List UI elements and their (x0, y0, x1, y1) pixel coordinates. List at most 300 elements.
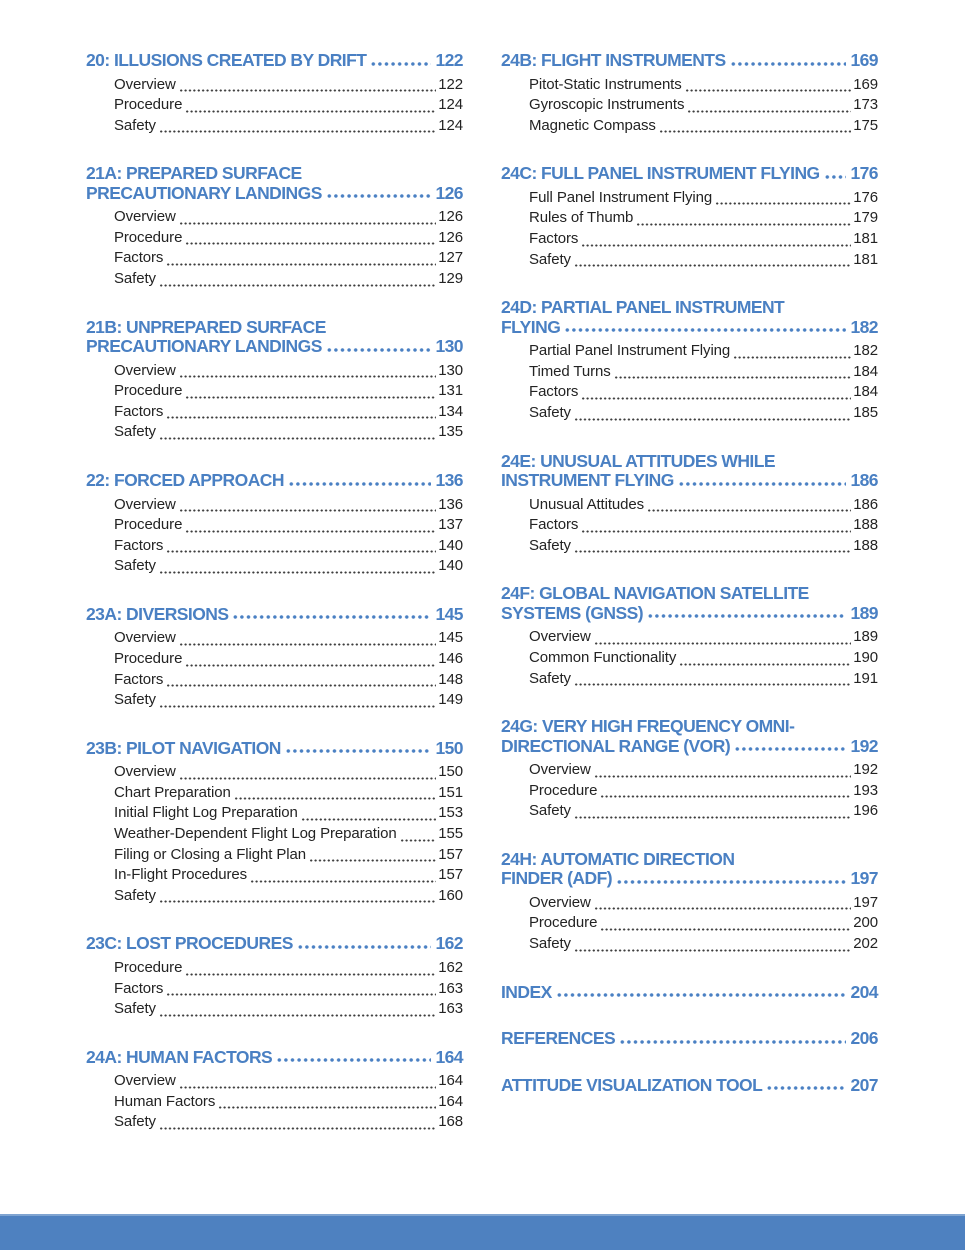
toc-item (114, 117, 463, 138)
dot-leader (234, 796, 437, 801)
toc-section (501, 983, 878, 1003)
toc-item-label: Safety (114, 1113, 156, 1131)
toc-item-page-number: 188 (853, 536, 878, 554)
toc-item-label: Weather-Dependent Flight Log Preparation (114, 825, 397, 843)
toc-item-page-number: 151 (438, 783, 463, 801)
toc-item-page-number: 140 (438, 536, 463, 554)
toc-item-page-number: 157 (438, 845, 463, 863)
toc-item-page-number: 197 (853, 893, 878, 911)
toc-section (501, 298, 878, 424)
dot-leader (574, 417, 851, 422)
toc-item-page-number: 190 (853, 648, 878, 666)
toc-item-page-number: 131 (438, 382, 463, 400)
toc-item-label: Procedure (114, 96, 183, 114)
toc-item-page-number: 176 (853, 188, 878, 206)
dot-leader (159, 129, 436, 134)
toc-item-label: Magnetic Compass (529, 116, 656, 134)
toc-item-label: Safety (114, 691, 156, 709)
section-title-line1: 24D: PARTIAL PANEL INSTRUMENT (501, 297, 785, 318)
toc-item-label: Pitot-Static Instruments (529, 75, 682, 93)
section-page-number: 150 (435, 737, 463, 758)
toc-item (529, 628, 878, 649)
toc-item (114, 980, 463, 1001)
dot-leader (600, 927, 851, 932)
dot-leader (619, 1038, 846, 1046)
section-title: INSTRUMENT FLYING (501, 470, 674, 491)
section-items (86, 362, 463, 444)
section-page-number: 164 (435, 1046, 463, 1067)
toc-item-page-number: 134 (438, 402, 463, 420)
toc-item-page-number: 148 (438, 670, 463, 688)
toc-item-label: Safety (114, 423, 156, 441)
toc-item-page-number: 149 (438, 691, 463, 709)
toc-item-page-number: 196 (853, 802, 878, 820)
section-page-number: 206 (850, 1028, 878, 1049)
toc-item-label: Procedure (529, 914, 598, 932)
dot-leader (159, 1013, 436, 1018)
toc-item-page-number: 181 (853, 229, 878, 247)
toc-item-page-number: 193 (853, 781, 878, 799)
section-title: 23A: DIVERSIONS (86, 603, 229, 624)
section-items (501, 76, 878, 138)
toc-item-label: Rules of Thumb (529, 209, 634, 227)
section-heading (501, 850, 878, 889)
toc-item-page-number: 124 (438, 116, 463, 134)
toc-item (529, 404, 878, 425)
section-heading-row (501, 737, 878, 757)
toc-item-page-number: 173 (853, 96, 878, 114)
toc-item-label: Safety (529, 669, 571, 687)
toc-item-label: Full Panel Instrument Flying (529, 188, 713, 206)
toc-item-label: Safety (529, 536, 571, 554)
section-heading-row (86, 337, 463, 357)
toc-item-label: In-Flight Procedures (114, 866, 248, 884)
toc-item-label: Safety (529, 802, 571, 820)
section-heading-row (86, 934, 463, 954)
section-heading (86, 471, 463, 491)
toc-item (529, 76, 878, 97)
toc-item (114, 825, 463, 846)
toc-item-page-number: 200 (853, 914, 878, 932)
section-title-line1: 24G: VERY HIGH FREQUENCY OMNI- (501, 716, 795, 737)
dot-leader (218, 1105, 436, 1110)
dot-leader (185, 109, 436, 114)
toc-item (529, 914, 878, 935)
toc-item-label: Factors (114, 979, 164, 997)
toc-item-page-number: 182 (853, 342, 878, 360)
section-page-number: 169 (850, 50, 878, 70)
section-heading (501, 717, 878, 756)
toc-item-page-number: 185 (853, 403, 878, 421)
toc-item-label: Factors (529, 516, 579, 534)
toc-item-page-number: 164 (438, 1072, 463, 1090)
section-heading (86, 51, 463, 71)
toc-item (529, 96, 878, 117)
toc-item-page-number: 153 (438, 804, 463, 822)
toc-item (114, 887, 463, 908)
section-items (86, 208, 463, 290)
section-items (86, 763, 463, 907)
section-heading (501, 1076, 878, 1096)
toc-item-page-number: 129 (438, 270, 463, 288)
dot-leader (185, 529, 436, 534)
dot-leader (288, 480, 431, 488)
toc-section (86, 934, 463, 1020)
toc-item-label: Factors (114, 249, 164, 267)
toc-item-page-number: 135 (438, 423, 463, 441)
toc-item-label: Common Functionality (529, 648, 677, 666)
section-items (501, 761, 878, 823)
section-title: 20: ILLUSIONS CREATED BY DRIFT (86, 50, 367, 70)
section-items (501, 342, 878, 424)
toc-item-label: Factors (114, 670, 164, 688)
dot-leader (594, 906, 852, 911)
footer-bar (0, 1214, 965, 1250)
toc-item (114, 691, 463, 712)
dot-leader (159, 1126, 436, 1131)
dot-leader (685, 88, 852, 93)
section-heading-row (501, 471, 878, 491)
toc-item-label: Factors (529, 229, 579, 247)
toc-section (86, 51, 463, 137)
toc-item (529, 363, 878, 384)
toc-item (114, 423, 463, 444)
toc-item (529, 342, 878, 363)
toc-item (529, 230, 878, 251)
section-heading-row (86, 1048, 463, 1068)
toc-item-label: Safety (114, 557, 156, 575)
section-items (86, 76, 463, 138)
section-items (86, 959, 463, 1021)
toc-item-page-number: 184 (853, 383, 878, 401)
toc-item (114, 671, 463, 692)
toc-item-label: Overview (114, 75, 176, 93)
toc-item-label: Chart Preparation (114, 783, 231, 801)
toc-item-label: Gyroscopic Instruments (529, 96, 685, 114)
section-title: 24B: FLIGHT INSTRUMENTS (501, 50, 726, 70)
section-items (501, 496, 878, 558)
toc-item (529, 537, 878, 558)
toc-item-page-number: 163 (438, 1000, 463, 1018)
section-heading-row (501, 869, 878, 889)
dot-leader (159, 436, 436, 441)
dot-leader (185, 395, 436, 400)
dot-leader (179, 508, 437, 513)
toc-item-page-number: 169 (853, 75, 878, 93)
toc-item (114, 784, 463, 805)
toc-item-page-number: 130 (438, 361, 463, 379)
dot-leader (179, 776, 437, 781)
section-items (501, 894, 878, 956)
section-heading-row (86, 739, 463, 759)
section-heading-row (86, 184, 463, 204)
dot-leader (370, 60, 431, 68)
dot-leader (600, 794, 851, 799)
toc-item-label: Factors (529, 383, 579, 401)
toc-section (501, 164, 878, 271)
toc-item-label: Filing or Closing a Flight Plan (114, 845, 306, 863)
section-heading (501, 452, 878, 491)
toc-item-page-number: 189 (853, 628, 878, 646)
section-heading (86, 164, 463, 203)
toc-item-page-number: 136 (438, 495, 463, 513)
dot-leader (556, 991, 847, 999)
dot-leader (679, 662, 851, 667)
toc-section (86, 318, 463, 444)
dot-leader (166, 992, 436, 997)
dot-leader (400, 838, 437, 843)
toc-item-label: Safety (114, 270, 156, 288)
toc-item-page-number: 137 (438, 516, 463, 534)
toc-item-label: Factors (114, 402, 164, 420)
section-title: FLYING (501, 316, 561, 337)
section-title-line1: 24F: GLOBAL NAVIGATION SATELLITE (501, 583, 809, 604)
toc-item-label: Overview (114, 495, 176, 513)
section-title: PRECAUTIONARY LANDINGS (86, 182, 322, 203)
dot-leader (166, 262, 436, 267)
toc-item-label: Procedure (114, 516, 183, 534)
toc-item (114, 96, 463, 117)
dot-leader (581, 529, 851, 534)
section-title: 24A: HUMAN FACTORS (86, 1046, 273, 1067)
section-page-number: 162 (435, 933, 463, 954)
section-title-line1: 24H: AUTOMATIC DIRECTION (501, 848, 735, 869)
dot-leader (574, 549, 851, 554)
dot-leader (730, 60, 847, 68)
toc-item-label: Safety (529, 403, 571, 421)
toc-item-page-number: 145 (438, 629, 463, 647)
section-title-line1: 24E: UNUSUAL ATTITUDES WHILE (501, 450, 776, 471)
toc-item-label: Partial Panel Instrument Flying (529, 342, 731, 360)
toc-item (114, 537, 463, 558)
dot-leader (636, 222, 851, 227)
dot-leader (179, 1085, 437, 1090)
toc-item (529, 117, 878, 138)
toc-item-label: Unusual Attitudes (529, 495, 645, 513)
toc-item (529, 935, 878, 956)
section-page-number: 145 (435, 603, 463, 624)
section-items (86, 1072, 463, 1134)
toc-item (114, 866, 463, 887)
section-page-number: 207 (850, 1074, 878, 1095)
dot-leader (647, 508, 851, 513)
toc-item (529, 516, 878, 537)
section-heading-row (501, 318, 878, 338)
dot-leader (159, 283, 436, 288)
section-heading-row (501, 604, 878, 624)
section-page-number: 130 (435, 336, 463, 357)
toc-section (86, 1048, 463, 1134)
toc-item (114, 959, 463, 980)
toc-item (114, 1072, 463, 1093)
toc-item-page-number: 126 (438, 208, 463, 226)
toc-item-page-number: 124 (438, 96, 463, 114)
section-page-number: 186 (850, 470, 878, 491)
section-items (501, 628, 878, 690)
toc-item-label: Overview (114, 763, 176, 781)
toc-section (86, 739, 463, 908)
toc-item-page-number: 140 (438, 557, 463, 575)
dot-leader (574, 682, 851, 687)
toc-item-page-number: 122 (438, 75, 463, 93)
toc-item-label: Timed Turns (529, 362, 611, 380)
toc-item-label: Initial Flight Log Preparation (114, 804, 298, 822)
dot-leader (326, 192, 432, 200)
toc-item (114, 516, 463, 537)
toc-item-page-number: 127 (438, 249, 463, 267)
toc-item (114, 496, 463, 517)
toc-item-page-number: 157 (438, 866, 463, 884)
toc-item-label: Safety (114, 886, 156, 904)
dot-leader (179, 88, 437, 93)
toc-item (529, 383, 878, 404)
toc-section (86, 164, 463, 290)
dot-leader (733, 355, 851, 360)
toc-item-label: Overview (114, 208, 176, 226)
section-heading (501, 298, 878, 337)
section-items (501, 189, 878, 271)
dot-leader (687, 109, 851, 114)
toc-item (114, 650, 463, 671)
toc-item-page-number: 163 (438, 979, 463, 997)
toc-item (529, 761, 878, 782)
toc-section (501, 584, 878, 690)
section-heading-row (501, 1076, 878, 1096)
dot-leader (659, 129, 851, 134)
dot-leader (301, 817, 436, 822)
toc-item-label: Procedure (114, 650, 183, 667)
dot-leader (297, 943, 432, 951)
toc-item-page-number: 155 (438, 825, 463, 843)
toc-item (114, 804, 463, 825)
dot-leader (159, 899, 436, 904)
dot-leader (232, 613, 431, 621)
toc-item (114, 1000, 463, 1021)
section-items (86, 496, 463, 578)
toc-item-label: Overview (529, 761, 591, 779)
toc-item (529, 189, 878, 210)
dot-leader (179, 642, 437, 647)
toc-item-page-number: 188 (853, 516, 878, 534)
toc-section (501, 1076, 878, 1096)
dot-leader (326, 346, 432, 354)
section-title: 23B: PILOT NAVIGATION (86, 737, 281, 758)
section-heading-row (501, 164, 878, 184)
dot-leader (824, 173, 847, 181)
section-title: PRECAUTIONARY LANDINGS (86, 336, 322, 357)
toc-item (114, 403, 463, 424)
section-heading-row (86, 605, 463, 625)
toc-item-label: Procedure (114, 382, 183, 400)
section-title: SYSTEMS (GNSS) (501, 602, 644, 623)
section-title: ATTITUDE VISUALIZATION TOOL (501, 1074, 763, 1095)
toc-item-page-number: 146 (438, 650, 463, 667)
section-page-number: 122 (435, 50, 463, 70)
section-title: FINDER (ADF) (501, 868, 613, 889)
dot-leader (179, 374, 437, 379)
toc-item-label: Safety (114, 1000, 156, 1018)
section-heading (501, 51, 878, 71)
toc-section (86, 605, 463, 712)
toc-item-page-number: 164 (438, 1092, 463, 1110)
toc-item (114, 229, 463, 250)
toc-item-label: Overview (114, 361, 176, 379)
toc-item (114, 846, 463, 867)
dot-leader (250, 879, 436, 884)
section-page-number: 197 (850, 868, 878, 889)
section-page-number: 204 (850, 981, 878, 1002)
dot-leader (166, 683, 436, 688)
toc-item-label: Safety (529, 250, 571, 268)
section-page-number: 192 (850, 735, 878, 756)
section-title-line1: 21B: UNPREPARED SURFACE (86, 316, 326, 337)
dot-leader (581, 396, 851, 401)
toc-item-page-number: 184 (853, 362, 878, 380)
dot-leader (309, 858, 436, 863)
dot-leader (159, 570, 436, 575)
dot-leader (594, 641, 852, 646)
toc-item-page-number: 162 (438, 958, 463, 976)
section-heading-row (501, 1029, 878, 1049)
toc-item (114, 1093, 463, 1114)
toc-item-page-number: 186 (853, 495, 878, 513)
dot-leader (179, 221, 437, 226)
section-heading-row (86, 51, 463, 71)
dot-leader (564, 326, 846, 334)
toc-item-label: Procedure (114, 228, 183, 246)
section-title: 24C: FULL PANEL INSTRUMENT FLYING (501, 163, 820, 184)
toc-item-page-number: 202 (853, 935, 878, 953)
toc-item (114, 557, 463, 578)
toc-column-right (501, 51, 878, 1122)
toc-item (529, 894, 878, 915)
toc-item (114, 629, 463, 650)
toc-section (501, 850, 878, 956)
toc-item (529, 251, 878, 272)
toc-item (114, 763, 463, 784)
toc-section (501, 452, 878, 558)
section-title: 22: FORCED APPROACH (86, 470, 284, 491)
toc-item-page-number: 175 (853, 116, 878, 134)
toc-section (86, 471, 463, 578)
section-page-number: 126 (435, 182, 463, 203)
section-title-line1: 21A: PREPARED SURFACE (86, 163, 302, 184)
toc-item (529, 782, 878, 803)
toc-item-page-number: 160 (438, 886, 463, 904)
dot-leader (166, 549, 436, 554)
section-heading (501, 164, 878, 184)
toc-section (501, 1029, 878, 1049)
dot-leader (185, 663, 436, 668)
toc-item-label: Overview (529, 893, 591, 911)
dot-leader (647, 612, 846, 620)
section-heading (86, 605, 463, 625)
toc-item (114, 382, 463, 403)
section-items (86, 629, 463, 711)
dot-leader (574, 815, 851, 820)
section-page-number: 182 (850, 316, 878, 337)
toc-item-page-number: 192 (853, 761, 878, 779)
section-heading-row (501, 983, 878, 1003)
toc-item-label: Overview (114, 629, 176, 647)
toc-item (114, 1113, 463, 1134)
toc-item-page-number: 126 (438, 228, 463, 246)
toc-item (529, 649, 878, 670)
section-heading (501, 1029, 878, 1049)
dot-leader (166, 415, 436, 420)
section-page-number: 189 (850, 602, 878, 623)
toc-item-page-number: 168 (438, 1113, 463, 1131)
